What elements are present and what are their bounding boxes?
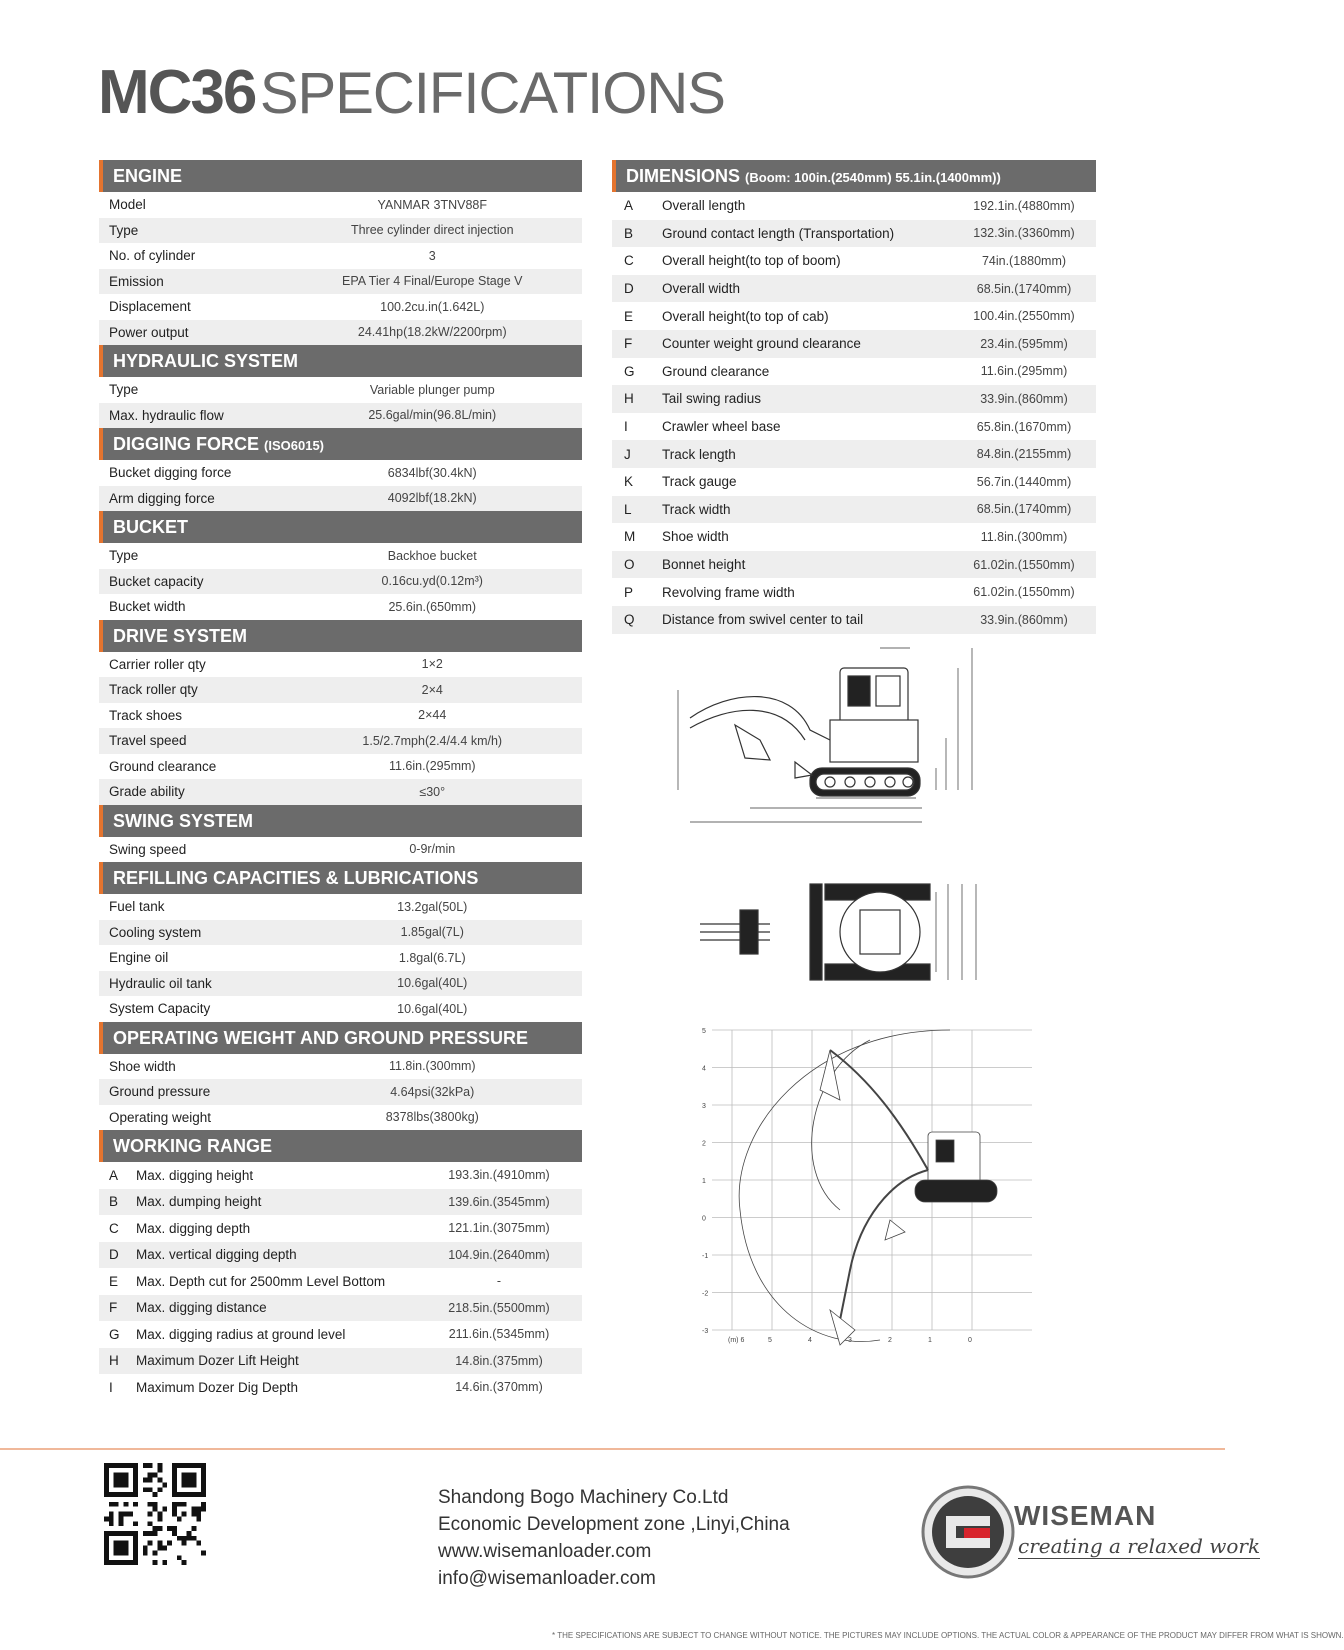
spec-value: 2×4 [421,682,443,697]
row-letter: P [624,584,634,600]
dimension-row [612,275,1096,303]
row-letter: H [624,391,634,407]
excavator-top-illustration [700,884,930,980]
dimension-row [612,220,1096,248]
spec-value: 121.1in.(3075mm) [448,1221,550,1236]
spec-value: 84.8in.(2155mm) [976,447,1072,462]
spec-row [99,460,582,486]
spec-label: Max. hydraulic flow [109,407,224,423]
spec-label: Max. digging height [136,1167,254,1183]
spec-value: 33.9in.(860mm) [980,391,1068,406]
spec-value: 6834lbf(30.4kN) [387,465,477,480]
section-title: HYDRAULIC SYSTEM [113,351,299,371]
spec-label: Ground clearance [662,363,770,379]
company-address: Economic Development zone ,Linyi,China [438,1514,790,1535]
dimensions-header [612,160,1096,192]
spec-value: ≤30° [419,784,446,799]
row-letter: D [624,281,634,297]
spec-value: 10.6gal(40L) [397,976,468,991]
section-title: DRIVE SYSTEM [113,625,248,646]
spec-value: 139.6in.(3545mm) [448,1194,550,1209]
spec-value: 4092lbf(18.2kN) [387,491,477,506]
spec-value: 8378lbs(3800kg) [385,1110,479,1125]
working-range-row [99,1189,582,1216]
spec-label: Max. digging depth [136,1220,251,1236]
spec-value: 132.3in.(3360mm) [973,226,1075,241]
y-tick-label: 5 [702,1028,706,1035]
spec-value: YANMAR 3TNV88F [377,197,488,212]
spec-value: Variable plunger pump [369,382,495,397]
spec-value: 193.3in.(4910mm) [448,1168,550,1183]
dimension-row [612,606,1096,634]
dimension-row [612,413,1096,441]
spec-row [99,486,582,512]
spec-value: - [496,1274,502,1289]
spec-value: 104.9in.(2640mm) [448,1247,550,1262]
working-range-drawing [690,1020,1070,1370]
spec-row [99,779,582,805]
spec-value: 100.2cu.in(1.642L) [380,299,485,314]
row-letter: G [624,363,635,379]
excavator-side-illustration [690,668,920,796]
dimension-row [612,358,1096,386]
spec-value: 11.6in.(295mm) [980,364,1068,379]
spec-label: Overall width [662,281,741,297]
spec-label: Bucket digging force [109,465,232,481]
spec-label: Track length [662,446,736,462]
row-letter: F [109,1300,118,1316]
spec-row [99,192,582,218]
spec-row [99,569,582,595]
row-letter: C [109,1220,119,1236]
row-letter: B [109,1194,119,1210]
spec-value: 1×2 [421,657,443,672]
spec-row [99,677,582,703]
spec-label: Track roller qty [109,682,198,698]
working-range-row [99,1295,582,1322]
row-letter: G [109,1326,120,1342]
working-range-row [99,1321,582,1348]
row-letter: A [624,198,634,214]
spec-label: Shoe width [662,529,729,545]
x-axis-ticks [728,1337,972,1344]
spec-row [99,403,582,429]
y-axis-ticks [702,1028,708,1335]
x-tick-label: 3 [848,1337,852,1344]
spec-value: 4.64psi(32kPa) [390,1084,475,1099]
spec-value: 1.8gal(6.7L) [398,950,466,965]
spec-row [99,837,582,863]
working-range-row [99,1242,582,1269]
spec-label: Maximum Dozer Lift Height [136,1353,299,1369]
spec-label: Displacement [109,299,191,315]
spec-label: Overall height(to top of boom) [662,253,841,269]
spec-value: 25.6in.(650mm) [388,599,477,614]
disclaimer-text: * THE SPECIFICATIONS ARE SUBJECT TO CHANGE WITHOUT NOTICE. THE PICTURES MAY INCLUDE OPTIONS. THE ACTUAL COLOR & APPEARANCE OF THE PRODUCT MAY DIFFER FROM WHAT IS SHOWN. [552,1631,1344,1640]
spec-row [99,894,582,920]
row-letter: H [109,1353,119,1369]
spec-row [99,377,582,403]
section-header [99,862,582,894]
brand-name: WISEMAN [1014,1500,1157,1531]
spec-label: Fuel tank [109,899,165,915]
spec-label: Max. vertical digging depth [136,1247,297,1263]
section-title: DIGGING FORCE [113,434,260,454]
working-range-row [99,1268,582,1295]
section-title: REFILLING CAPACITIES & LUBRICATIONS [113,868,479,888]
spec-label: Bucket width [109,599,186,615]
spec-value: 33.9in.(860mm) [980,612,1068,627]
spec-value: 3 [428,248,436,263]
spec-row [99,543,582,569]
x-tick-label: 2 [888,1337,892,1344]
section-title-note: (ISO6015) [264,438,325,453]
spec-label: Travel speed [109,733,187,749]
qr-code-icon[interactable] [104,1463,206,1565]
spec-value: 68.5in.(1740mm) [976,281,1072,296]
spec-label: System Capacity [109,1001,211,1017]
spec-row [99,294,582,320]
row-letter: D [109,1247,119,1263]
working-range-row [99,1374,582,1401]
spec-value: 100.4in.(2550mm) [973,309,1075,324]
dimension-row [612,330,1096,358]
spec-label: Max. dumping height [136,1194,262,1210]
row-letter: L [624,501,632,517]
spec-value: 61.02in.(1550mm) [973,585,1075,600]
spec-label: Track width [662,501,731,517]
section-title: ENGINE [113,166,183,186]
spec-value: 24.41hp(18.2kW/2200rpm) [357,325,507,340]
dimension-row [612,247,1096,275]
row-letter: O [624,557,635,573]
y-tick-label: -2 [702,1290,709,1298]
spec-row [99,269,582,295]
top-dimension-lines [936,884,976,980]
spec-label: Type [109,382,139,398]
spec-label: Engine oil [109,950,169,966]
x-tick-label: 1 [928,1337,932,1344]
spec-label: Max. Depth cut for 2500mm Level Bottom [136,1273,386,1289]
working-range-row [99,1348,582,1375]
spec-label: Bonnet height [662,557,746,573]
spec-row [99,243,582,269]
spec-label: Power output [109,324,189,340]
section-title: BUCKET [113,517,188,537]
section-title: SWING SYSTEM [113,810,254,831]
spec-value: 74in.(1880mm) [981,253,1067,268]
spec-label: Shoe width [109,1058,176,1074]
y-tick-label: 2 [702,1140,706,1148]
spec-label: Ground pressure [109,1084,211,1100]
spec-label: Grade ability [109,784,185,800]
spec-value: EPA Tier 4 Final/Europe Stage V [342,274,523,289]
spec-row [99,594,582,620]
spec-label: Hydraulic oil tank [109,975,212,991]
section-title: WORKING RANGE [113,1136,272,1156]
row-letter: I [624,419,628,435]
spec-label: Ground contact length (Transportation) [662,225,895,241]
x-tick-label: 4 [808,1337,812,1344]
left-spec-column [99,160,582,1401]
spec-label: Carrier roller qty [109,656,206,672]
dimension-row [612,192,1096,220]
spec-row [99,1105,582,1131]
spec-value: Three cylinder direct injection [350,223,514,238]
dimension-row [612,385,1096,413]
spec-value: Backhoe bucket [387,548,477,563]
spec-row [99,1079,582,1105]
row-letter: A [109,1167,119,1183]
spec-label: No. of cylinder [109,248,196,264]
spec-label: Type [109,548,139,564]
footer-divider [0,1448,1225,1450]
spec-value: 13.2gal(50L) [397,899,468,914]
spec-value: 11.8in.(300mm) [980,529,1068,544]
spec-label: Max. digging radius at ground level [136,1326,346,1342]
y-tick-label: 3 [702,1103,706,1110]
section-title: OPERATING WEIGHT AND GROUND PRESSURE [113,1027,529,1048]
wiseman-logo-icon [920,1484,1016,1580]
spec-label: Overall length [662,198,746,214]
page-title [98,58,725,127]
row-letter: B [624,225,634,241]
dimension-row [612,440,1096,468]
spec-value: 23.4in.(595mm) [980,336,1068,351]
spec-label: Track shoes [109,707,183,723]
spec-value: 14.8in.(375mm) [455,1353,543,1368]
working-range-header [99,1130,582,1162]
top-view-drawing [700,880,1040,990]
spec-label: Swing speed [109,841,187,857]
y-tick-label: 0 [702,1215,706,1223]
row-letter: K [624,474,634,490]
spec-row [99,1054,582,1080]
spec-label: Overall height(to top of cab) [662,308,829,324]
spec-row [99,320,582,346]
row-letter: E [624,308,634,324]
spec-label: Arm digging force [109,490,215,506]
spec-value: 68.5in.(1740mm) [976,502,1072,517]
spec-value: 2×44 [418,708,447,723]
dimension-row [612,551,1096,579]
spec-label: Operating weight [109,1109,212,1125]
spec-label: Revolving frame width [662,584,795,600]
spec-value: 0.16cu.yd(0.12m³) [381,574,483,589]
section-title: DIMENSIONS [626,166,741,186]
spec-value: 1.85gal(7L) [400,925,464,940]
dimensions-boom-note: (Boom: 100in.(2540mm) 55.1in.(1400mm)) [745,170,1001,185]
title-word: SPECIFICATIONS [259,61,725,126]
spec-value: 192.1in.(4880mm) [973,198,1075,213]
dimension-row [612,468,1096,496]
model-name: MC36 [98,58,256,127]
spec-label: Bucket capacity [109,573,204,589]
spec-label: Cooling system [109,924,202,940]
spec-row [99,703,582,729]
spec-value: 218.5in.(5500mm) [448,1300,550,1315]
website-link[interactable]: www.wisemanloader.com [438,1541,652,1562]
brand-slogan: creating a relaxed work [1018,1534,1261,1558]
dimensions-column [612,160,1096,634]
y-tick-label: 1 [702,1178,706,1185]
spec-value: 56.7in.(1440mm) [976,474,1072,489]
spec-value: 1.5/2.7mph(2.4/4.4 km/h) [362,733,503,748]
dimension-row [612,578,1096,606]
spec-label: Track gauge [662,474,737,490]
spec-row [99,652,582,678]
working-range-row [99,1215,582,1242]
spec-label: Tail swing radius [662,391,762,407]
y-tick-label: -1 [702,1253,709,1260]
spec-row [99,218,582,244]
spec-value: 65.8in.(1670mm) [976,419,1072,434]
section-header [99,428,582,460]
spec-label: Counter weight ground clearance [662,336,861,352]
section-header [99,511,582,543]
spec-row [99,996,582,1022]
row-letter: Q [624,612,635,628]
working-range-row [99,1162,582,1189]
dimension-row [612,496,1096,524]
spec-label: Model [109,197,146,213]
contact-block [438,1484,790,1592]
section-header [99,160,582,192]
spec-label: Ground clearance [109,758,217,774]
spec-label: Distance from swivel center to tail [662,612,864,628]
spec-label: Emission [109,273,164,289]
x-tick-label: 0 [968,1337,972,1344]
x-tick-label: 5 [768,1337,772,1344]
spec-label: Maximum Dozer Dig Depth [136,1379,299,1395]
section-header [99,620,582,652]
email-link[interactable]: info@wisemanloader.com [438,1568,656,1589]
row-letter: J [624,446,631,462]
spec-value: 11.6in.(295mm) [388,759,476,774]
spec-row [99,920,582,946]
x-tick-label: (m) 6 [728,1337,745,1344]
side-view-drawing [690,650,1060,870]
row-letter: I [109,1379,113,1395]
spec-value: 11.8in.(300mm) [388,1059,476,1074]
spec-label: Crawler wheel base [662,419,781,435]
row-letter: C [624,253,634,269]
section-header [99,805,582,837]
spec-row [99,971,582,997]
spec-value: 10.6gal(40L) [397,1001,468,1016]
excavator-range-illustration [820,1050,997,1345]
dimension-row [612,523,1096,551]
row-letter: F [624,336,633,352]
dimension-row [612,302,1096,330]
spec-label: Max. digging distance [136,1300,267,1316]
row-letter: E [109,1273,119,1289]
section-header [99,1022,582,1054]
section-header [99,345,582,377]
spec-row [99,728,582,754]
spec-label: Type [109,222,139,238]
y-tick-label: 4 [702,1065,706,1073]
spec-value: 0-9r/min [409,842,456,857]
spec-value: 14.6in.(370mm) [455,1380,543,1395]
spec-value: 25.6gal/min(96.8L/min) [368,408,497,423]
spec-value: 61.02in.(1550mm) [973,557,1075,572]
y-tick-label: -3 [702,1328,709,1335]
spec-row [99,754,582,780]
spec-value: 211.6in.(5345mm) [448,1327,550,1342]
row-letter: M [624,529,636,545]
spec-row [99,945,582,971]
company-name: Shandong Bogo Machinery Co.Ltd [438,1487,729,1508]
